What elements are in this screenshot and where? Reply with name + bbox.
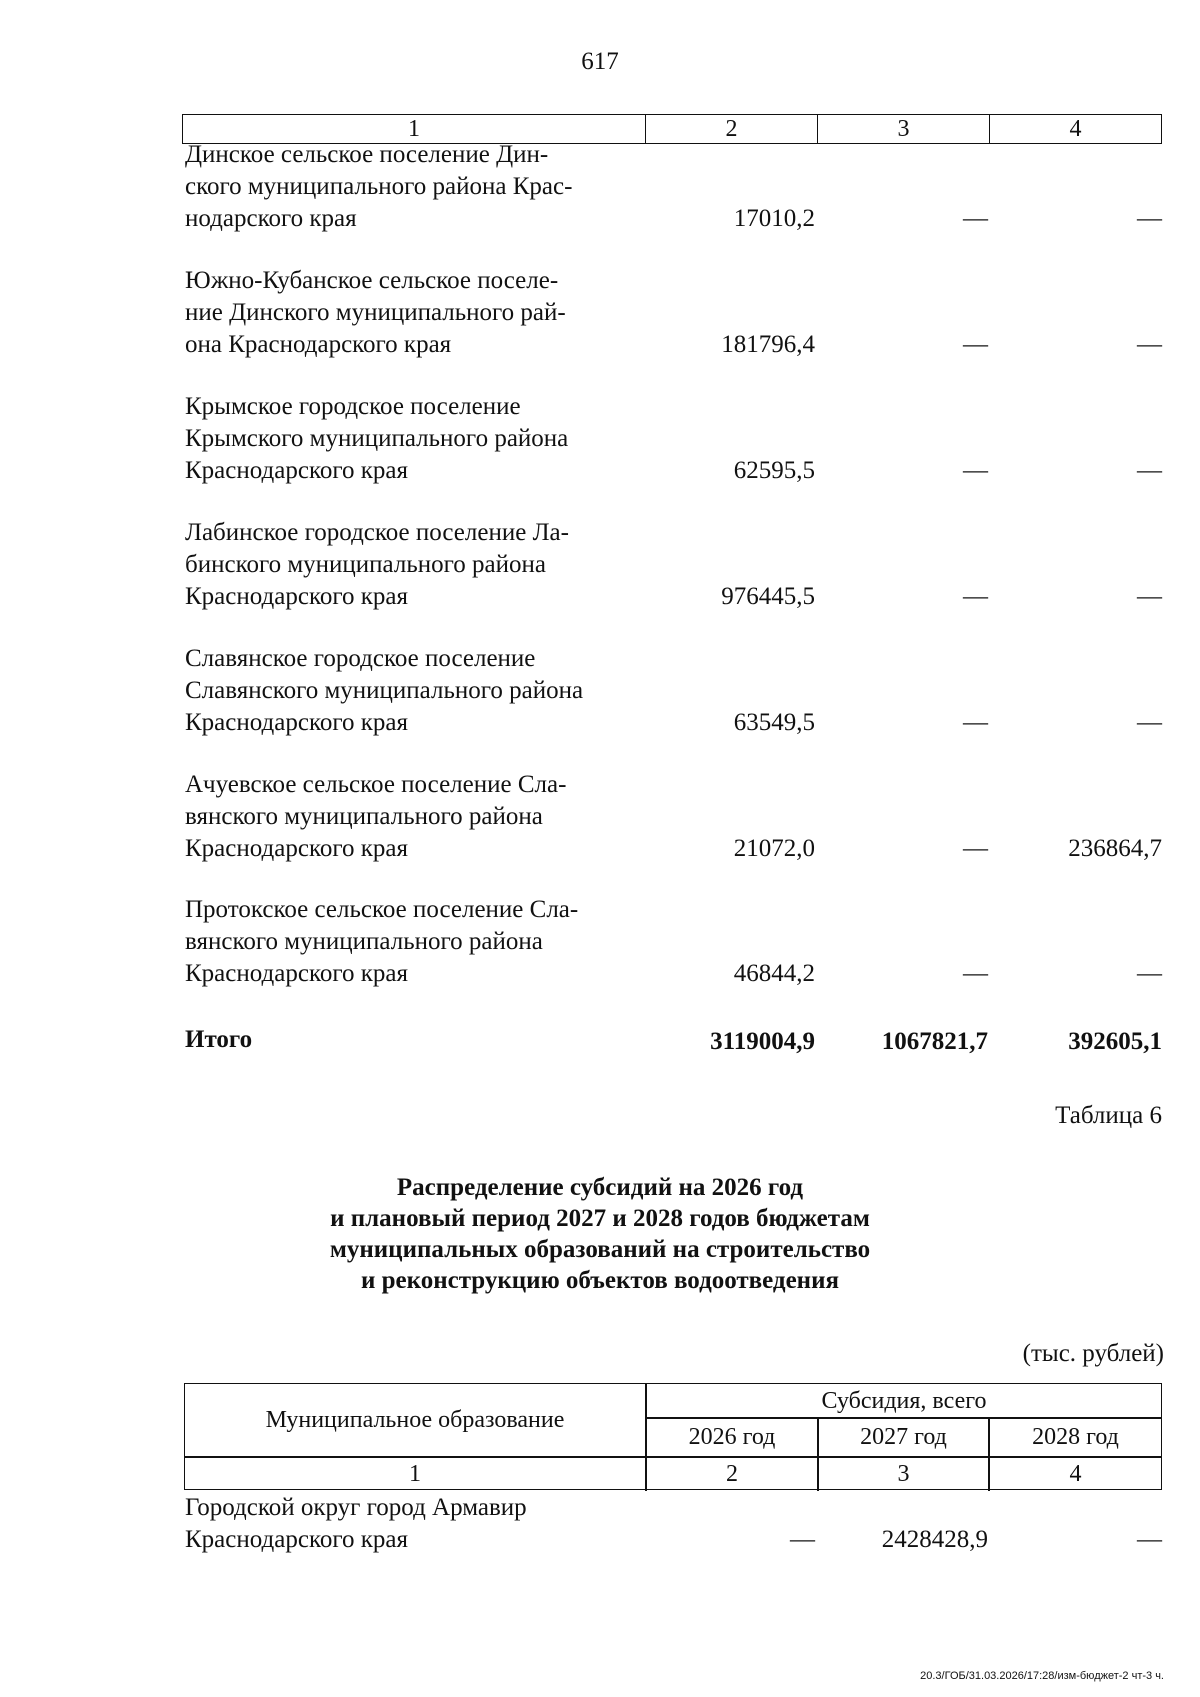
value-col-4: —: [1137, 583, 1162, 610]
table-row: [185, 769, 1162, 865]
value-col-2: —: [790, 1526, 815, 1553]
table-row: [185, 1492, 1162, 1556]
row-name: Крымское городское поселение Крымского муниципального района Краснодарского края: [185, 393, 569, 484]
table6-header: [184, 1383, 1162, 1490]
value-col-3: —: [963, 457, 988, 484]
row-name: Городской округ город Армавир Краснодарского края: [185, 1494, 527, 1553]
total-col-4: 392605,1: [1068, 1028, 1162, 1055]
value-col-4: —: [1137, 205, 1162, 232]
table-row: [185, 643, 1162, 739]
header-year-2027: 2027 год: [860, 1424, 947, 1450]
header-year-2026: 2026 год: [688, 1424, 776, 1450]
value-col-4: —: [1137, 331, 1162, 358]
value-col-2: 181796,4: [721, 331, 815, 358]
row-name: Динское сельское поселение Дин- ского муниципального района Крас- нодарского края: [185, 141, 573, 232]
value-col-2: 46844,2: [733, 960, 815, 987]
value-col-3: —: [963, 709, 988, 736]
total-row: [185, 1024, 1162, 1058]
table-row: [185, 517, 1162, 613]
total-col-3: 1067821,7: [881, 1028, 988, 1055]
table-row: [185, 391, 1162, 487]
value-col-3: —: [963, 331, 988, 358]
row-name: Славянское городское поселение Славянского муниципального района Краснодарского края: [185, 645, 584, 736]
header-col-3: 3: [817, 115, 989, 143]
value-col-4: 236864,7: [1068, 835, 1162, 862]
table-row: [185, 265, 1162, 361]
row-name: Ачуевское сельское поселение Сла- вянского муниципального района Краснодарского края: [185, 771, 567, 862]
table-row: [185, 139, 1162, 235]
value-col-3: 2428428,9: [881, 1526, 988, 1553]
total-label: Итого: [185, 1026, 253, 1053]
header-num-2: 2: [726, 1461, 738, 1487]
value-col-2: 62595,5: [733, 457, 815, 484]
total-col-2: 3119004,9: [710, 1028, 815, 1055]
value-col-2: 976445,5: [721, 583, 815, 610]
value-col-2: 63549,5: [733, 709, 815, 736]
page-number: 617: [581, 48, 619, 75]
value-col-4: —: [1137, 1526, 1162, 1553]
value-col-3: —: [963, 835, 988, 862]
value-col-4: —: [1137, 709, 1162, 736]
header-subsidy-total: Субсидия, всего: [821, 1388, 987, 1414]
value-col-4: —: [1137, 457, 1162, 484]
footer-stamp: 20.3/ГОБ/31.03.2026/17:28/изм-бюджет-2 чт-3 ч.: [920, 1670, 1164, 1682]
value-col-2: 21072,0: [733, 835, 815, 862]
header-col-2: 2: [645, 115, 817, 143]
table-label: Таблица 6: [1055, 1102, 1162, 1129]
header-municipality: Муниципальное образование: [265, 1407, 565, 1433]
value-col-3: —: [963, 583, 988, 610]
table-row: [185, 894, 1162, 990]
header-num-1: 1: [409, 1461, 421, 1487]
row-name: Лабинское городское поселение Ла- бинского муниципального района Краснодарского края: [185, 519, 569, 610]
header-col-4: 4: [989, 115, 1161, 143]
table-title: Распределение субсидий на 2026 год и плановый период 2027 и 2028 годов бюджетам муниципальных образований на строительство и реконструкцию объектов водоотведения: [329, 1174, 871, 1294]
value-col-3: —: [963, 960, 988, 987]
header-year-2028: 2028 год: [1032, 1424, 1119, 1450]
value-col-3: —: [963, 205, 988, 232]
header-num-3: 3: [897, 1461, 910, 1487]
value-col-2: 17010,2: [733, 205, 815, 232]
row-name: Южно-Кубанское сельское поселе- ние Динского муниципального рай- она Краснодарского края: [185, 267, 566, 358]
header-num-4: 4: [1069, 1461, 1082, 1487]
row-name: Протокское сельское поселение Сла- вянского муниципального района Краснодарского края: [185, 896, 579, 987]
value-col-4: —: [1137, 960, 1162, 987]
header-col-1: 1: [408, 116, 420, 142]
units-label: (тыс. рублей): [1022, 1340, 1164, 1367]
